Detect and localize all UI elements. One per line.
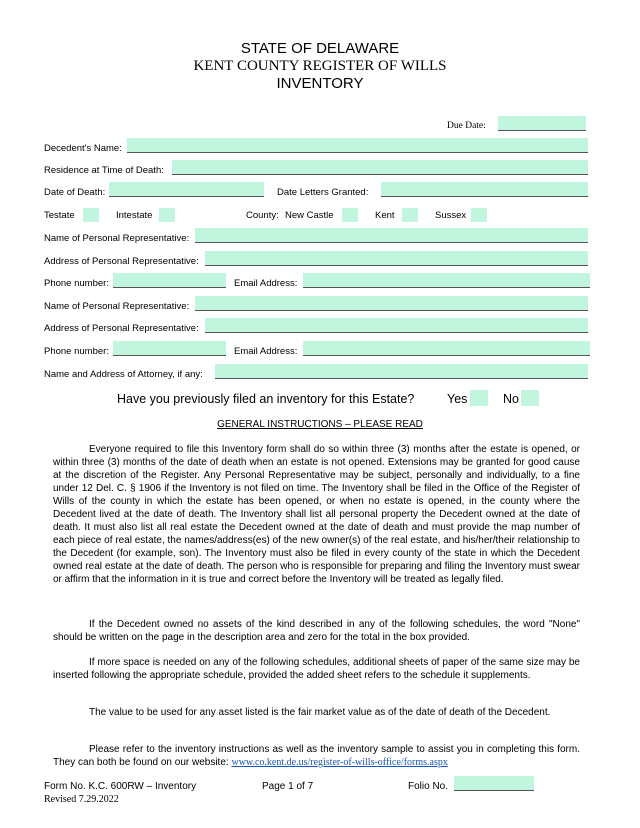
pr-name-1-field[interactable] — [195, 228, 588, 243]
pr-address-2-label: Address of Personal Representative: — [44, 323, 199, 334]
title-inventory: INVENTORY — [276, 75, 364, 92]
attorney-field[interactable] — [215, 364, 588, 379]
testate-checkbox[interactable] — [83, 208, 99, 222]
pr-address-1-field[interactable] — [205, 251, 588, 266]
email-1-field[interactable] — [303, 273, 590, 288]
decedent-name-label: Decedent's Name: — [44, 143, 122, 154]
title-register: KENT COUNTY REGISTER OF WILLS — [193, 58, 447, 74]
attorney-label: Name and Address of Attorney, if any: — [44, 369, 203, 380]
pr-address-2-field[interactable] — [205, 318, 588, 333]
county-label: County: — [246, 210, 279, 221]
email-1-label: Email Address: — [234, 278, 298, 289]
instructions-paragraph-2: If the Decedent owned no assets of the kind described in any of the following schedules, the word "None" should be written on the page in the description area and zero for the total in the box provided. — [53, 619, 580, 643]
phone-1-field[interactable] — [113, 273, 226, 288]
decedent-name-field[interactable] — [127, 138, 588, 153]
folio-label: Folio No. — [408, 781, 449, 792]
title-state: STATE OF DELAWARE — [240, 40, 400, 57]
date-letters-field[interactable] — [381, 182, 588, 197]
pr-name-1-label: Name of Personal Representative: — [44, 233, 190, 244]
folio-field[interactable] — [454, 776, 534, 791]
pr-name-2-label: Name of Personal Representative: — [44, 301, 190, 312]
previous-inventory-question: Have you previously filed an inventory for this Estate? — [117, 392, 415, 406]
pr-name-2-field[interactable] — [195, 296, 588, 311]
yes-label: Yes — [447, 392, 468, 406]
instructions-paragraph-5: Please refer to the inventory instructions as well as the inventory sample to assist you in completing this form. They can both be found on our website: www.co.kent.de.us/register-of-wills-office/forms.aspx — [53, 744, 580, 768]
intestate-label: Intestate — [116, 210, 153, 221]
email-2-field[interactable] — [303, 341, 590, 356]
date-of-death-label: Date of Death: — [44, 187, 106, 198]
pr-address-1-label: Address of Personal Representative: — [44, 256, 199, 267]
no-checkbox[interactable] — [521, 390, 539, 406]
instructions-paragraph-4: The value to be used for any asset listed is the fair market value as of the date of death of the Decedent. — [89, 707, 551, 718]
instructions-heading: GENERAL INSTRUCTIONS – PLEASE READ — [217, 419, 423, 430]
testate-label: Testate — [44, 210, 75, 221]
new-castle-checkbox[interactable] — [342, 208, 358, 222]
revised-date: Revised 7.29.2022 — [44, 794, 119, 805]
page-number: Page 1 of 7 — [262, 781, 314, 792]
date-letters-label: Date Letters Granted: — [277, 187, 369, 198]
kent-checkbox[interactable] — [402, 208, 418, 222]
instructions-paragraph-3: If more space is needed on any of the following schedules, additional sheets of paper of the same size may be inserted following the appropriate schedule, provided the added sheet refers to the schedule it supplements. — [53, 657, 580, 681]
phone-2-label: Phone number: — [44, 346, 109, 357]
intestate-checkbox[interactable] — [159, 208, 175, 222]
no-label: No — [503, 392, 519, 406]
residence-field[interactable] — [172, 160, 588, 175]
yes-checkbox[interactable] — [470, 390, 488, 406]
kent-label: Kent — [375, 210, 395, 221]
date-of-death-field[interactable] — [109, 182, 264, 197]
residence-label: Residence at Time of Death: — [44, 165, 164, 176]
website-link[interactable]: www.co.kent.de.us/register-of-wills-office/forms.aspx — [231, 757, 448, 768]
phone-2-field[interactable] — [113, 341, 226, 356]
phone-1-label: Phone number: — [44, 278, 109, 289]
instructions-paragraph-1: Everyone required to file this Inventory form shall do so within three (3) months after the estate is opened, or within three (3) months of the date of death when an estate is not opened. Extensions may be granted for good cause at the discretion of the Register. Any Personal Representative may be subject, personally and individually, to a fine under 12 Del. C. § 1906 if the Inventory is not filed on time. The Inventory shall be filed in the Office of the Register of Wills of the county in which the estate has been opened, or when no estate is opened, in the county where the Decedent lived at the date of death. The Inventory shall list all personal property the Decedent owned at the date of death. It must also list all real estate the Decedent owned at the date of death and must provide the map number of each piece of real estate, the names/address(es) of the new owner(s) of the real estate, and his/her/their relationship to the Decedent (for example, son). The Inventory must also be filed in every county of the state in which the Decedent owned real estate at the date of death. The person who is responsible for preparing and filing the Inventory must swear or affirm that the information in it is true and correct before the Inventory will be treated as legally filed. — [53, 444, 580, 585]
form-number: Form No. K.C. 600RW – Inventory — [44, 781, 197, 792]
new-castle-label: New Castle — [285, 210, 334, 221]
sussex-label: Sussex — [435, 210, 467, 221]
sussex-checkbox[interactable] — [471, 208, 487, 222]
due-date-field[interactable] — [498, 116, 586, 131]
email-2-label: Email Address: — [234, 346, 298, 357]
due-date-label: Due Date: — [447, 121, 486, 131]
